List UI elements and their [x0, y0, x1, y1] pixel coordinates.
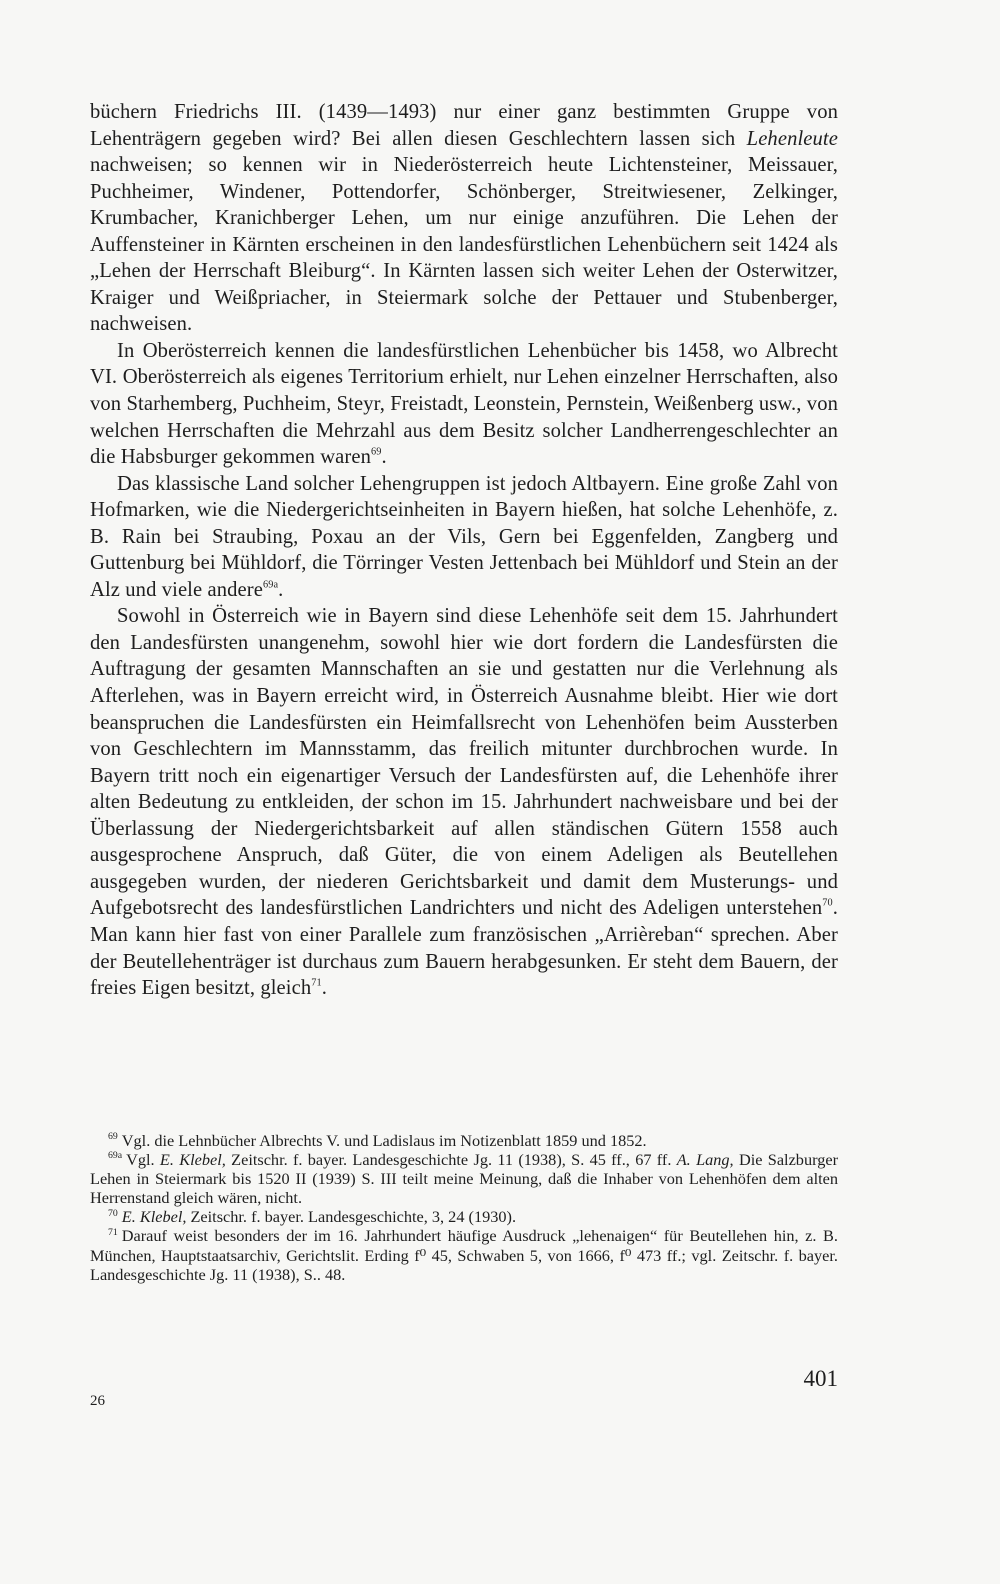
page-number: 401	[803, 1366, 838, 1391]
footnote-text: Zeitschr. f. bayer. Landesgeschichte, 3, 24 (1930).	[186, 1207, 517, 1227]
author-name: A. Lang,	[676, 1150, 734, 1170]
paragraph	[90, 338, 838, 471]
footnote-number: 71	[108, 1226, 118, 1238]
text-run: .	[321, 977, 327, 1000]
footnote-number: 69	[108, 1131, 118, 1143]
footnote-text: Vgl. die Lehnbücher Albrechts V. und Ladislaus im Notizenblatt 1859 und 1852.	[121, 1131, 647, 1150]
main-text	[90, 99, 838, 1002]
paragraph	[90, 99, 838, 338]
text-run: . Man kann hier fast von einer Parallele zum französischen „Arrièreban“ sprechen. Aber der Beutellehenträger ist durchaus zum Bauern herabgesunken. Er steht dem Bauern, der freies Eigen besitzt, gleich	[90, 897, 838, 1000]
text-run: büchern Friedrichs III. (1439—1493) nur einer ganz bestimmten Gruppe von Lehenträgern gegeben wird? Bei allen diesen Geschlechtern lassen sich	[90, 101, 838, 150]
footnote-69	[90, 1131, 838, 1150]
footnote-70	[90, 1207, 838, 1226]
italic-term: Lehenleute	[746, 127, 838, 150]
footnote-ref: 71	[311, 977, 322, 989]
paragraph	[90, 471, 838, 604]
text-run: .	[278, 578, 284, 601]
footnote-71	[90, 1226, 838, 1283]
text-run: nachweisen; so kennen wir in Niederösterreich heute Lichtensteiner, Meissauer, Puchheimer, Windener, Pottendorfer, Schönberger, Streitwiesener, Zelkinger, Krumbacher, Kranichberger Lehen, um nur einige anzuführen. Die Lehen der Auffensteiner in Kärnten erscheinen in den landesfürstlichen Lehenbüchern seit 1424 als „Lehen der Herrschaft Bleiburg“. In Kärnten lassen sich weiter Lehen der Osterwitzer, Kraiger und Weißpriacher, in Steiermark solche der Pettauer und Stubenberger, nachweisen.	[90, 154, 838, 336]
footnote-text: Zeitschr. f. bayer. Landesgeschichte Jg. 11 (1938), S. 45 ff., 67 ff.	[225, 1150, 677, 1170]
footnote-number: 69a	[108, 1150, 123, 1162]
footnote-69a	[90, 1150, 838, 1207]
footnotes	[90, 1131, 838, 1284]
author-name: E. Klebel,	[121, 1207, 187, 1227]
text-run: Das klassische Land solcher Lehengruppen ist jedoch Altbayern. Eine große Zahl von Hofmarken, wie die Niedergerichtseinheiten in Bayern hießen, hat solche Lehenhöfe, z. B. Rain bei Straubing, Poxau an der Vils, Gern bei Eggenfelden, Zangberg und Guttenburg bei Mühldorf, die Törringer Vesten Jettenbach bei Mühldorf und Stein an der Alz und viele andere	[90, 472, 838, 601]
footnote-text: Die Salzburger Lehen in Steiermark bis 1520 II (1939) S. III teilt meine Meinung, daß die Inhaber von Lehenhöfen dem alten Herrenstand gleich wären, nicht.	[90, 1150, 838, 1208]
footnote-text: Darauf weist besonders der im 16. Jahrhundert häufige Ausdruck „lehenaigen“ für Beutellehen hin, z. B. München, Hauptstaatsarchiv, Gerichtslit. Erding f⁰ 45, Schwaben 5, von 1666, f⁰ 473 ff.; vgl. Zeitschr. f. bayer. Landesgeschichte Jg. 11 (1938), S.. 48.	[90, 1226, 838, 1284]
footnote-text: Vgl.	[126, 1150, 160, 1170]
printer-signature: 26	[90, 1393, 105, 1409]
footnote-ref: 70	[822, 897, 833, 909]
footnote-ref: 69	[371, 446, 382, 458]
footnote-number: 70	[108, 1207, 118, 1219]
footnote-ref: 69a	[262, 579, 279, 591]
text-run: .	[381, 446, 387, 469]
paragraph	[90, 603, 838, 1001]
text-run: In Oberösterreich kennen die landesfürstlichen Lehenbücher bis 1458, wo Albrecht VI. Oberösterreich als eigenes Territorium erhielt, nur Lehen einzelner Herrschaften, also von Starhemberg, Puchheim, Steyr, Freistadt, Leonstein, Pernstein, Weißenberg usw., von welchen Herrschaften die Mehrzahl aus dem Besitz solcher Landherrengeschlechter an die Habsburger gekommen waren	[90, 339, 838, 469]
text-run: Sowohl in Österreich wie in Bayern sind diese Lehenhöfe seit dem 15. Jahrhundert den Landesfürsten unangenehm, sowohl hier wie dort fordern die Landesfürsten die Auftragung der gesamten Mannschaften an sie und gestatten nur die Verlehnung als Afterlehen, was in Bayern erreicht wird, in Österreich Ausnahme bleibt. Hier wie dort beanspruchen die Landesfürsten ein Heimfallsrecht von Lehenhöfen beim Aussterben von Geschlechtern im Mannsstamm, das freilich mitunter durchbrochen wurde. In Bayern tritt noch ein eigenartiger Versuch der Landesfürsten auf, die Lehenhöfe ihrer alten Bedeutung zu entkleiden, der schon im 15. Jahrhundert nachweisbare und bei der Überlassung der Niedergerichtsbarkeit auf allen ständischen Gütern 1558 auch ausgesprochene Anspruch, daß Güter, die von einem Adeligen als Beutellehen ausgegeben wurden, der niederen Gerichtsbarkeit und damit dem Musterungs- und Aufgebotsrecht des landesfürstlichen Landrichters und nicht des Adeligen unterstehen	[90, 605, 838, 920]
author-name: E. Klebel,	[159, 1150, 226, 1170]
